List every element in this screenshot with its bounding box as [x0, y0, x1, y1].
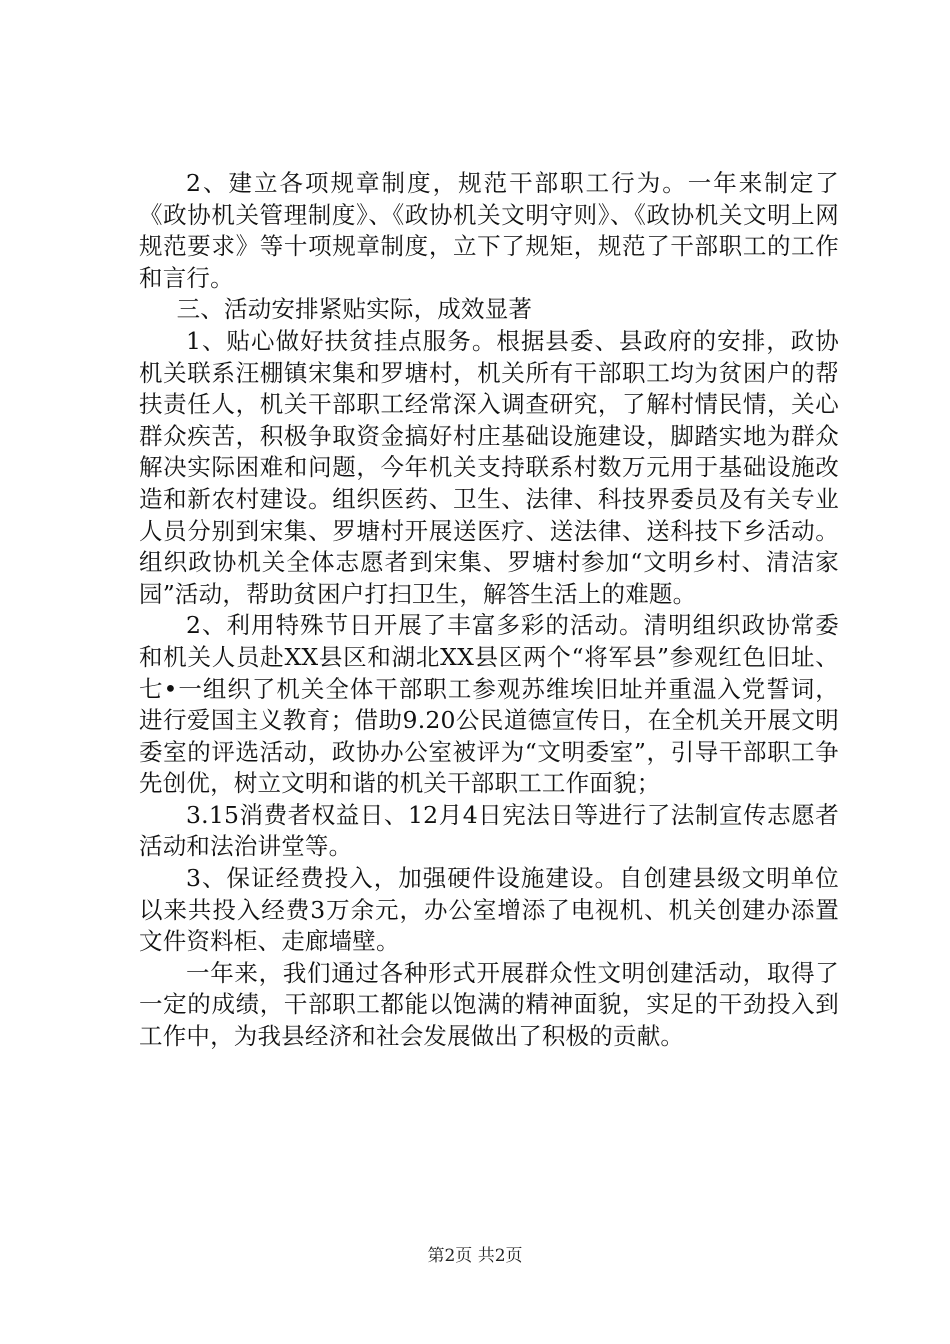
paragraph-holiday-activities: 2、利用特殊节日开展了丰富多彩的活动。清明组织政协常委和机关人员赴XX县区和湖北XX县区两个“将军县”参观红色旧址、七•一组织了机关全体干部职工参观苏维埃旧址并重温入党誓词，进行爱国主义教育；借助9.20公民道德宣传日，在全机关开展文明委室的评选活动，政协办公室被评为“文明委室”，引导干部职工争先创优，树立文明和谐的机关干部职工工作面貌； — [139, 611, 839, 798]
page-number-footer: 第2页 共2页 — [427, 1246, 523, 1266]
document-body — [139, 168, 839, 1053]
paragraph-conclusion: 一年来，我们通过各种形式开展群众性文明创建活动，取得了一定的成绩，干部职工都能以饱满的精神面貌，实足的干劲投入到工作中，为我县经济和社会发展做出了积极的贡献。 — [139, 958, 839, 1051]
section-heading-activities: 三、活动安排紧贴实际，成效显著 — [176, 295, 533, 324]
paragraph-funding: 3、保证经费投入，加强硬件设施建设。自创建县级文明单位以来共投入经费3万余元，办公室增添了电视机、机关创建办添置文件资料柜、走廊墙壁。 — [139, 864, 839, 956]
paragraph-regulations: 2、建立各项规章制度，规范干部职工行为。一年来制定了《政协机关管理制度》、《政协机关文明守则》、《政协机关文明上网规范要求》等十项规章制度，立下了规矩，规范了干部职工的工作和言行。 — [139, 169, 839, 292]
paragraph-poverty-assistance: 1、贴心做好扶贫挂点服务。根据县委、县政府的安排，政协机关联系汪棚镇宋集和罗塘村，机关所有干部职工均为贫困户的帮扶责任人，机关干部职工经常深入调查研究，了解村情民情，关心群众疾苦，积极争取资金搞好村庄基础设施建设，脚踏实地为群众解决实际困难和问题，今年机关支持联系村数万元用于基础设施改造和新农村建设。组织医药、卫生、法律、科技界委员及有关专业人员分别到宋集、罗塘村开展送医疗、送法律、送科技下乡活动。组织政协机关全体志愿者到宋集、罗塘村参加“文明乡村、清洁家园”活动，帮助贫困户打扫卫生，解答生活上的难题。 — [139, 326, 839, 608]
paragraph-legal-publicity: 3.15消费者权益日、12月4日宪法日等进行了法制宣传志愿者活动和法治讲堂等。 — [139, 800, 839, 861]
